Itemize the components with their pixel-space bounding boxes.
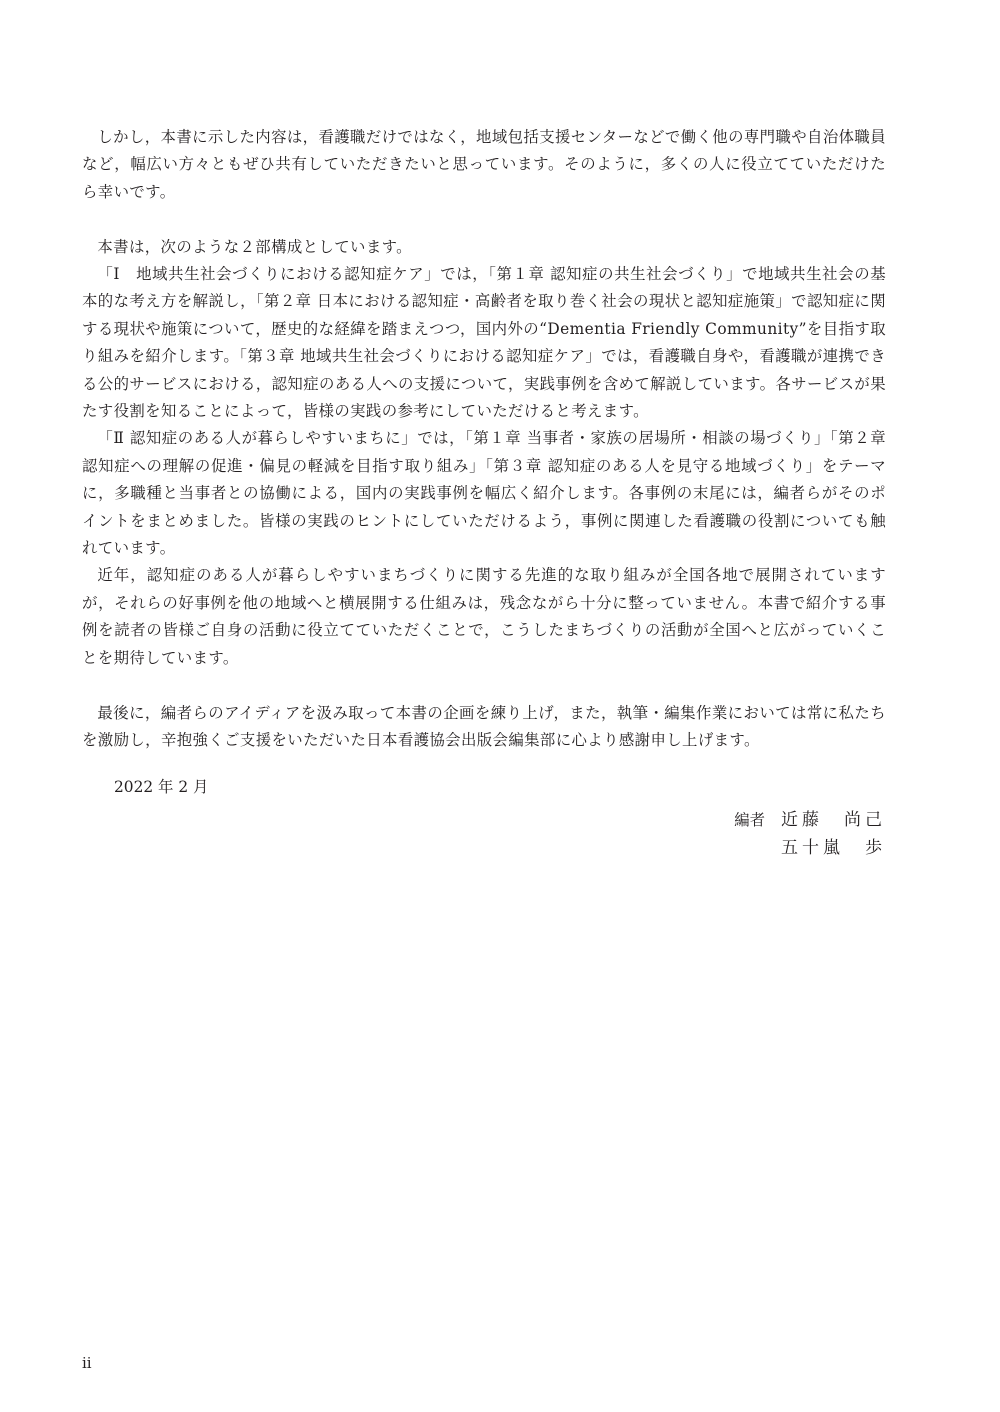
paragraph-gap (82, 672, 886, 699)
signature-line-second (82, 834, 886, 862)
paragraph-shared-use: しかし，本書に示した内容は，看護職だけではなく，地域包括支援センターなどで働く他の専門職や自治体職員など，幅広い方々ともぜひ共有していただきたいと思っています。そのように，多くの人に役立てていただけたら幸いです。 (82, 128, 886, 201)
paragraph-gap (82, 206, 886, 233)
publication-date: 2022 年 2 月 (114, 778, 209, 797)
page-number: ii (82, 1354, 92, 1372)
editor-signature (82, 806, 886, 862)
preface-body (82, 124, 886, 862)
editor-name: 五十嵐 歩 (781, 837, 886, 858)
paragraph-part-two: 「Ⅱ 認知症のある人が暮らしやすいまちに」では，「第１章 当事者・家族の居場所・相談の場づくり」「第２章 認知症への理解の促進・偏見の軽減を目指す取り組み」「第３章 認知症のある人を見守る地域づくり」をテーマに，多職種と当事者との協働による，国内の実践事例を幅広く紹介します。各事例の末尾には，編者らがそのポイントをまとめました。皆様の実践のヒントにしていただけるよう，事例に関連した看護職の役割についても触れています。 (82, 429, 886, 558)
paragraph-part-one: 「Ⅰ 地域共生社会づくりにおける認知症ケア」では，「第１章 認知症の共生社会づくり」で地域共生社会の基本的な考え方を解説し，「第２章 日本における認知症・高齢者を取り巻く社会の現状と認知症施策」で認知症に関する現状や施策について，歴史的な経緯を踏まえつつ，国内外の“Dementia Friendly Community”を目指す取り組みを紹介します。「第３章 地域共生社会づくりにおける認知症ケア」では，看護職自身や，看護職が連携できる公的サービスにおける，認知症のある人への支援について，実践事例を含めて解説しています。各サービスが果たす役割を知ることによって，皆様の実践の参考にしていただけると考えます。 (82, 265, 886, 421)
paragraph-structure-intro: 本書は，次のような２部構成としています。 (97, 237, 412, 256)
editor-role-label: 編者 (734, 810, 765, 829)
signature-line-first (82, 806, 886, 834)
paragraph-acknowledgement: 最後に，編者らのアイディアを汲み取って本書の企画を練り上げ，また，執筆・編集作業においては常に私たちを激励し，辛抱強くご支援をいただいた日本看護協会出版会編集部に心より感謝申し上げます。 (82, 703, 886, 749)
editor-name: 近藤 尚己 (781, 809, 886, 830)
paragraph-recent-years: 近年，認知症のある人が暮らしやすいまちづくりに関する先進的な取り組みが全国各地で展開されていますが，それらの好事例を他の地域へと横展開する仕組みは，残念ながら十分に整っていません。本書で紹介する事例を読者の皆様ご自身の活動に役立てていただくことで，こうしたまちづくりの活動が全国へと広がっていくことを期待しています。 (82, 566, 886, 667)
